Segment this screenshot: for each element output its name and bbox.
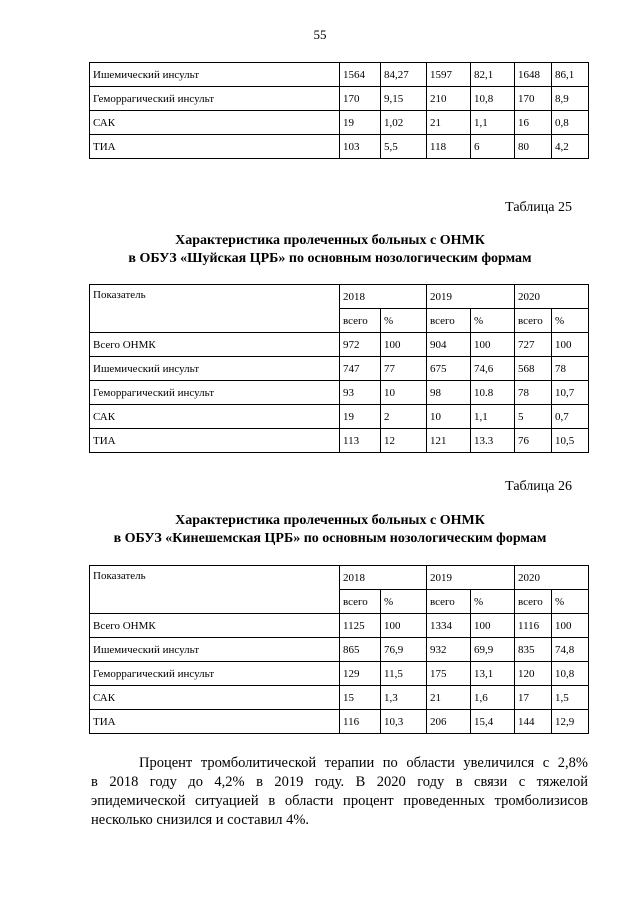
table-cell: 1564 <box>340 63 381 87</box>
table-cell: 835 <box>515 638 552 662</box>
table-cell: 210 <box>427 87 471 111</box>
paragraph-line: в 2018 году до 4,2% в 2019 году. В 2020 году в связи с тяжелой <box>91 774 588 790</box>
table-25-title <box>70 232 590 268</box>
row-label: ТИА <box>90 135 340 159</box>
table-cell: 78 <box>552 357 589 381</box>
table-26-year-2019: 2019 <box>427 566 515 590</box>
table-cell: 6 <box>471 135 515 159</box>
table-cell: 5,5 <box>381 135 427 159</box>
table-row <box>90 87 589 111</box>
table-row <box>90 429 589 453</box>
table-cell: 113 <box>340 429 381 453</box>
table-cell: 86,1 <box>552 63 589 87</box>
table-25-year-2019: 2019 <box>427 285 515 309</box>
table-cell: 15 <box>340 686 381 710</box>
table-cell: 10,8 <box>552 662 589 686</box>
table-cell: 11,5 <box>381 662 427 686</box>
table-cell: 1,1 <box>471 111 515 135</box>
table-cell: 0,7 <box>552 405 589 429</box>
row-label: САК <box>90 686 340 710</box>
table-25-sub-total: всего <box>427 309 471 333</box>
table-cell: 80 <box>515 135 552 159</box>
table-cell: 13.3 <box>471 429 515 453</box>
table-cell: 675 <box>427 357 471 381</box>
table-cell: 932 <box>427 638 471 662</box>
table-cell: 9,15 <box>381 87 427 111</box>
table-cell: 74,8 <box>552 638 589 662</box>
table-cell: 120 <box>515 662 552 686</box>
row-label: Ишемический инсульт <box>90 357 340 381</box>
table-26-sub-total: всего <box>427 590 471 614</box>
table-cell: 10,5 <box>552 429 589 453</box>
table-cell: 100 <box>381 614 427 638</box>
paragraph-line: эпидемической ситуацией в области процент проведенных тромболизисов <box>91 793 588 809</box>
table-row <box>90 662 589 686</box>
table-26-sub-percent: % <box>381 590 427 614</box>
table-26-header-row <box>90 566 589 590</box>
table-cell: 1125 <box>340 614 381 638</box>
table-row <box>90 614 589 638</box>
table-cell: 84,27 <box>381 63 427 87</box>
table-cell: 1,1 <box>471 405 515 429</box>
table-cell: 116 <box>340 710 381 734</box>
table-25 <box>89 284 589 453</box>
paragraph-line: Процент тромболитической терапии по области увеличился с 2,8% <box>139 755 588 771</box>
table-cell: 100 <box>552 333 589 357</box>
body-paragraph <box>91 754 588 830</box>
table-cell: 2 <box>381 405 427 429</box>
table-cell: 1334 <box>427 614 471 638</box>
table-cell: 118 <box>427 135 471 159</box>
table-26-sub-total: всего <box>515 590 552 614</box>
table-25-sub-total: всего <box>340 309 381 333</box>
table-cell: 1648 <box>515 63 552 87</box>
table-row <box>90 333 589 357</box>
table-cell: 10.8 <box>471 381 515 405</box>
table-25-year-2018: 2018 <box>340 285 427 309</box>
table-cell: 10,7 <box>552 381 589 405</box>
table-row <box>90 135 589 159</box>
table-cell: 10,3 <box>381 710 427 734</box>
table-row <box>90 111 589 135</box>
table-cell: 727 <box>515 333 552 357</box>
table-cell: 144 <box>515 710 552 734</box>
table-row <box>90 710 589 734</box>
page-number: 55 <box>313 27 327 42</box>
table-cell: 76,9 <box>381 638 427 662</box>
row-label: Всего ОНМК <box>90 614 340 638</box>
table-cell: 12,9 <box>552 710 589 734</box>
table-25-sub-percent: % <box>471 309 515 333</box>
table-cell: 747 <box>340 357 381 381</box>
table-cell: 12 <box>381 429 427 453</box>
table-row <box>90 686 589 710</box>
table-25-title-line-1: Характеристика пролеченных больных с ОНМК <box>175 233 485 248</box>
table-cell: 10 <box>381 381 427 405</box>
table-cell: 19 <box>340 111 381 135</box>
table-cell: 78 <box>515 381 552 405</box>
row-label: Геморрагический инсульт <box>90 87 340 111</box>
table-cell: 175 <box>427 662 471 686</box>
table-25-sub-percent: % <box>381 309 427 333</box>
table-cell: 21 <box>427 686 471 710</box>
table-cell: 1,3 <box>381 686 427 710</box>
table-26-year-2020: 2020 <box>515 566 589 590</box>
table-25-header-row <box>90 285 589 309</box>
table-cell: 5 <box>515 405 552 429</box>
table-cell: 21 <box>427 111 471 135</box>
row-label: Ишемический инсульт <box>90 63 340 87</box>
row-label: ТИА <box>90 710 340 734</box>
table-cell: 74,6 <box>471 357 515 381</box>
table-cell: 19 <box>340 405 381 429</box>
table-26-title-line-2: в ОБУЗ «Кинешемская ЦРБ» по основным нозологическим формам <box>113 531 547 546</box>
table-cell: 17 <box>515 686 552 710</box>
table-26-header-label: Показатель <box>90 566 340 614</box>
table-cell: 4,2 <box>552 135 589 159</box>
table-25-caption: Таблица 25 <box>505 200 572 215</box>
table-cell: 206 <box>427 710 471 734</box>
table-cell: 13,1 <box>471 662 515 686</box>
table-row <box>90 381 589 405</box>
table-cell: 16 <box>515 111 552 135</box>
paragraph-line: несколько снизился и составил 4%. <box>91 812 310 828</box>
table-25-sub-total: всего <box>515 309 552 333</box>
table-cell: 8,9 <box>552 87 589 111</box>
table-cell: 1,5 <box>552 686 589 710</box>
table-26 <box>89 565 589 734</box>
row-label: САК <box>90 405 340 429</box>
table-row <box>90 63 589 87</box>
table-cell: 568 <box>515 357 552 381</box>
table-cell: 1,02 <box>381 111 427 135</box>
table-row <box>90 357 589 381</box>
table-row <box>90 638 589 662</box>
row-label: ТИА <box>90 429 340 453</box>
table-cell: 100 <box>471 614 515 638</box>
table-cell: 100 <box>552 614 589 638</box>
table-cell: 121 <box>427 429 471 453</box>
table-cell: 0,8 <box>552 111 589 135</box>
table-cell: 82,1 <box>471 63 515 87</box>
table-cell: 76 <box>515 429 552 453</box>
table-cell: 93 <box>340 381 381 405</box>
table-cell: 904 <box>427 333 471 357</box>
table-cell: 1597 <box>427 63 471 87</box>
table-cell: 10 <box>427 405 471 429</box>
table-row <box>90 405 589 429</box>
row-label: Геморрагический инсульт <box>90 662 340 686</box>
table-25-year-2020: 2020 <box>515 285 589 309</box>
row-label: САК <box>90 111 340 135</box>
table-26-year-2018: 2018 <box>340 566 427 590</box>
table-cell: 10,8 <box>471 87 515 111</box>
table-26-sub-total: всего <box>340 590 381 614</box>
table-cell: 1116 <box>515 614 552 638</box>
table-26-caption: Таблица 26 <box>505 479 572 494</box>
table-cell: 972 <box>340 333 381 357</box>
table-cell: 170 <box>515 87 552 111</box>
table-cell: 170 <box>340 87 381 111</box>
table-26-sub-percent: % <box>552 590 589 614</box>
table-25-title-line-2: в ОБУЗ «Шуйская ЦРБ» по основным нозологическим формам <box>128 251 532 266</box>
table-25-header-label: Показатель <box>90 285 340 333</box>
table-cell: 15,4 <box>471 710 515 734</box>
table-cell: 100 <box>381 333 427 357</box>
table-cell: 100 <box>471 333 515 357</box>
row-label: Всего ОНМК <box>90 333 340 357</box>
table-cell: 103 <box>340 135 381 159</box>
table-continued <box>89 62 589 159</box>
table-cell: 77 <box>381 357 427 381</box>
row-label: Геморрагический инсульт <box>90 381 340 405</box>
table-26-sub-percent: % <box>471 590 515 614</box>
table-26-title-line-1: Характеристика пролеченных больных с ОНМК <box>175 513 485 528</box>
row-label: Ишемический инсульт <box>90 638 340 662</box>
table-cell: 865 <box>340 638 381 662</box>
table-25-sub-percent: % <box>552 309 589 333</box>
table-cell: 69,9 <box>471 638 515 662</box>
table-cell: 98 <box>427 381 471 405</box>
table-cell: 1,6 <box>471 686 515 710</box>
table-cell: 129 <box>340 662 381 686</box>
table-26-title <box>70 512 590 548</box>
